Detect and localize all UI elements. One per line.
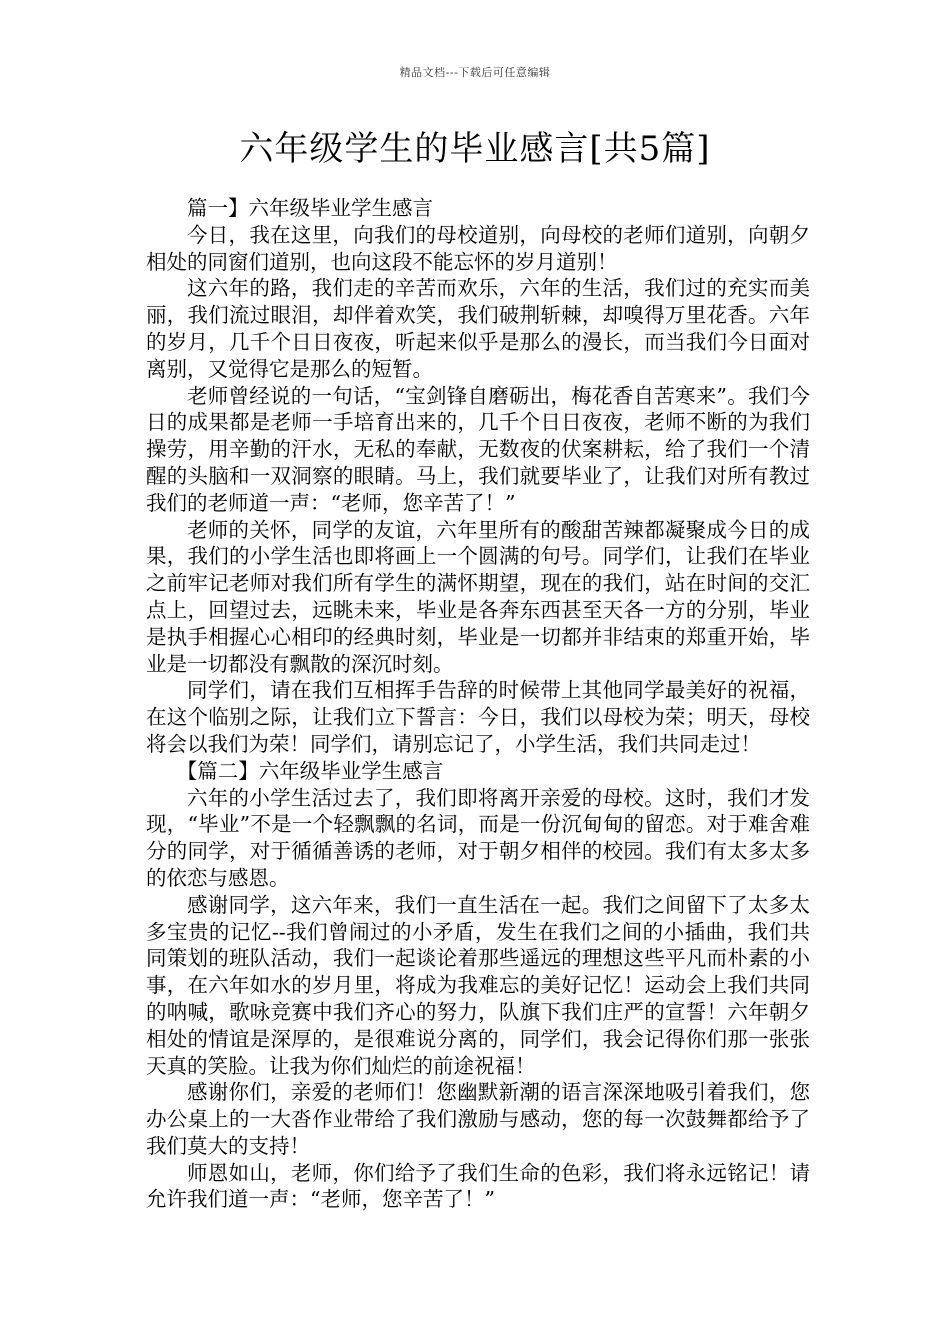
paragraph: 今日，我在这里，向我们的母校道别，向母校的老师们道别，向朝夕相处的同窗们道别，也向这段不能忘怀的岁月道别！ [146, 222, 810, 274]
paragraph: 老师曾经说的一句话，“宝剑锋自磨砺出，梅花香自苦寒来”。我们今日的成果都是老师一手培育出来的，几千个日日夜夜，老师不断的为我们操劳，用辛勤的汗水，无私的奉献，无数夜的伏案耕耘，给了我们一个清醒的头脑和一双洞察的眼睛。马上，我们就要毕业了，让我们对所有教过我们的老师道一声：“老师，您辛苦了！” [146, 383, 810, 515]
header-note: 精品文档---下载后可任意编辑 [399, 66, 551, 79]
section-heading: 篇一】六年级毕业学生感言 [187, 196, 433, 220]
document-title: 六年级学生的毕业感言[共5篇] [239, 129, 711, 169]
paragraph: 同学们，请在我们互相挥手告辞的时候带上其他同学最美好的祝福，在这个临别之际，让我们立下誓言：今日，我们以母校为荣；明天，母校将会以我们为荣！同学们，请别忘记了，小学生活，我们共同走过！ [146, 678, 810, 756]
paragraph: 感谢同学，这六年来，我们一直生活在一起。我们之间留下了太多太多宝贵的记忆--我们曾闹过的小矛盾，发生在我们之间的小插曲，我们共同策划的班队活动，我们一起谈论着那些遥远的理想这些平凡而朴素的小事，在六年如水的岁月里，将成为我难忘的美好记忆！运动会上我们共同的呐喊，歌咏竞赛中我们齐心的努力，队旗下我们庄严的宣誓！六年朝夕相处的情谊是深厚的，是很难说分离的，同学们，我会记得你们那一张张天真的笑脸。让我为你们灿烂的前途祝福！ [146, 892, 810, 1078]
paragraph: 这六年的路，我们走的辛苦而欢乐，六年的生活，我们过的充实而美丽，我们流过眼泪，却伴着欢笑，我们破荆斩棘，却嗅得万里花香。六年的岁月，几千个日日夜夜，听起来似乎是那么的漫长，而当我们今日面对离别，又觉得它是那么的短暂。 [146, 276, 810, 381]
section-heading: 【篇二】六年级毕业学生感言 [176, 758, 444, 783]
paragraph: 师恩如山，老师，你们给予了我们生命的色彩，我们将永远铭记！请允许我们道一声：“老师，您辛苦了！” [146, 1160, 810, 1212]
paragraph: 感谢你们，亲爱的老师们！您幽默新潮的语言深深地吸引着我们，您办公桌上的一大沓作业带给了我们激励与感动，您的每一次鼓舞都给予了我们莫大的支持！ [146, 1080, 810, 1158]
paragraph: 老师的关怀，同学的友谊，六年里所有的酸甜苦辣都凝聚成今日的成果，我们的小学生活也即将画上一个圆满的句号。同学们，让我们在毕业之前牢记老师对我们所有学生的满怀期望，现在的我们，站在时间的交汇点上，回望过去，远眺未来，毕业是各奔东西甚至天各一方的分别，毕业是执手相握心心相印的经典时刻，毕业是一切都并非结束的郑重开始，毕业是一切都没有飘散的深沉时刻。 [146, 517, 810, 676]
document-body [146, 195, 810, 1213]
paragraph: 六年的小学生活过去了，我们即将离开亲爱的母校。这时，我们才发现，“毕业”不是一个轻飘飘的名词，而是一份沉甸甸的留恋。对于难舍难分的同学，对于循循善诱的老师，对于朝夕相伴的校园。我们有太多太多的依恋与感恩。 [146, 785, 810, 890]
